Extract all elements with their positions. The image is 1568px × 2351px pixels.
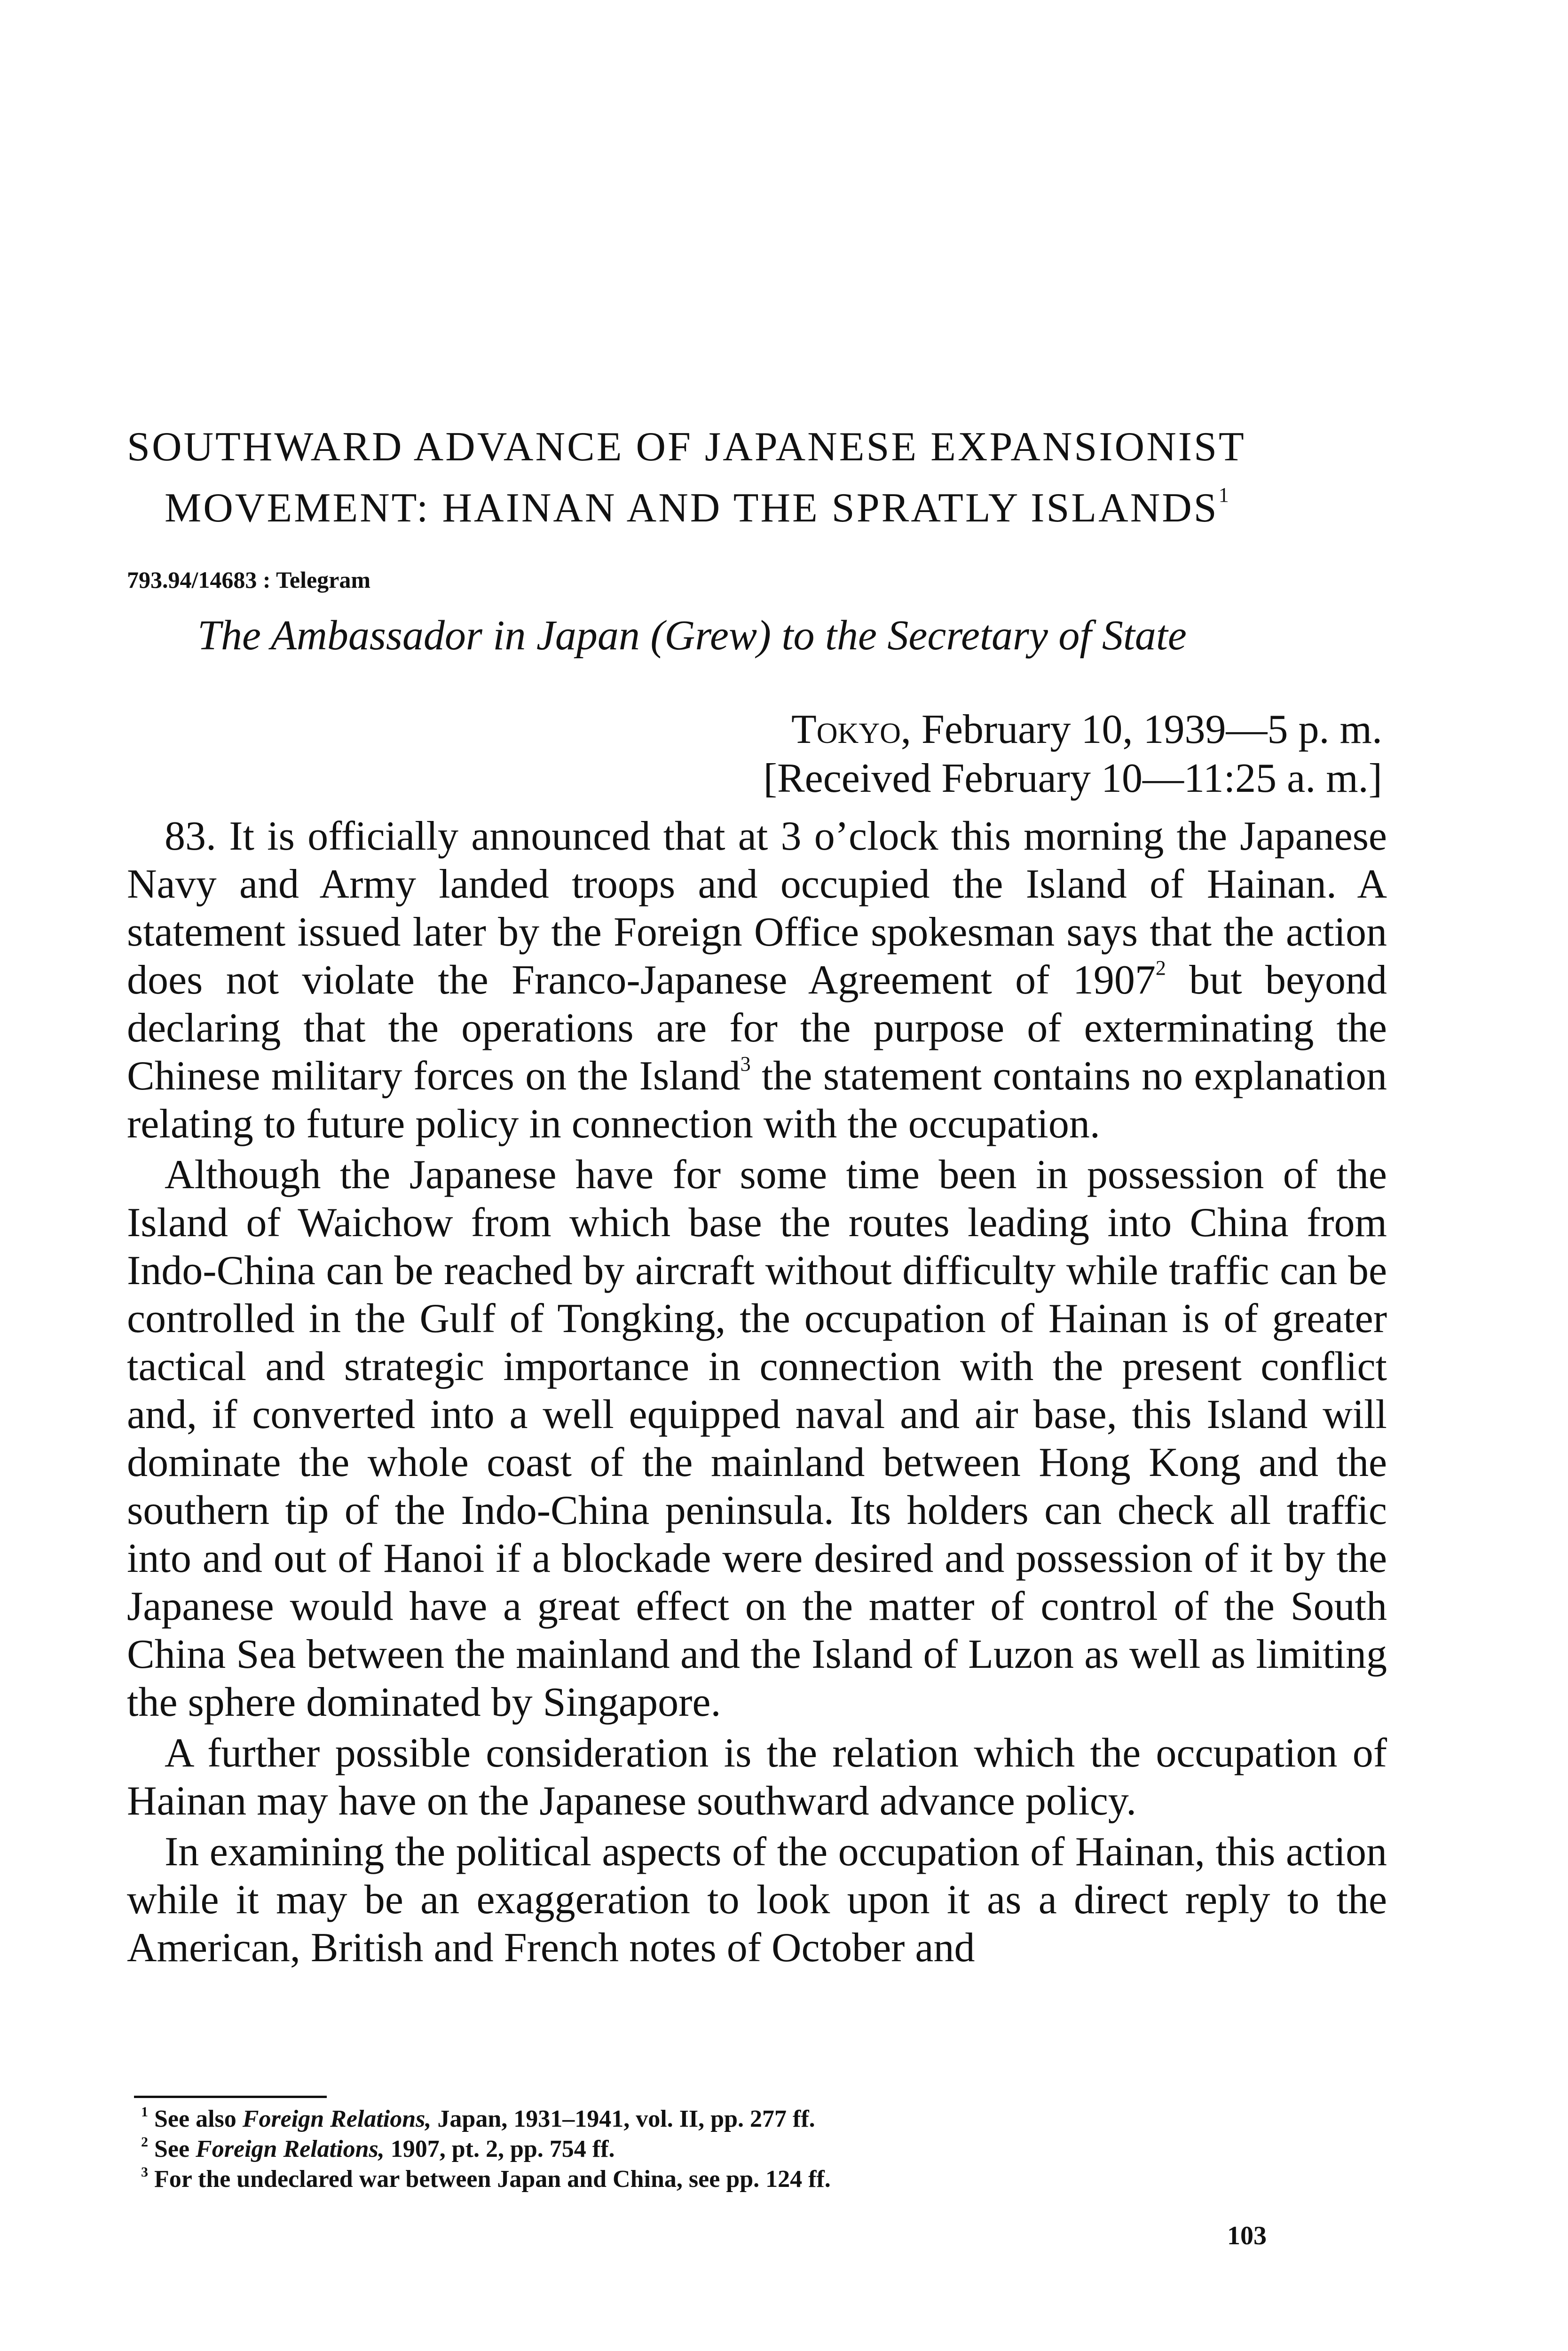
footnote-1-pre: See also xyxy=(154,2106,243,2132)
dateline-sent xyxy=(724,705,1382,754)
footnote-2-mark: 2 xyxy=(141,2134,148,2150)
paragraph-1 xyxy=(127,813,1387,1148)
footnote-3-mark: 3 xyxy=(141,2164,148,2180)
title-footnote-ref: 1 xyxy=(1218,483,1231,506)
title-line-1: SOUTHWARD ADVANCE OF JAPANESE EXPANSIONIST xyxy=(127,424,1246,470)
page-title xyxy=(127,423,1396,532)
dateline xyxy=(724,705,1382,803)
footnote-1 xyxy=(141,2104,1363,2134)
footnote-1-italic: Foreign Relations, xyxy=(242,2106,432,2132)
paragraph-3: A further possible consideration is the relation which the occupation of Hainan may have on the Japanese southward advance policy. xyxy=(127,1730,1387,1824)
footnotes xyxy=(141,2104,1363,2194)
document-heading: The Ambassador in Japan (Grew) to the Secretary of State xyxy=(197,612,1187,659)
page-number: 103 xyxy=(1227,2221,1267,2250)
footnote-1-mark: 1 xyxy=(141,2104,148,2120)
paragraph-1-part-c: the statement contains no explanation relating to future policy in connection with the occupation. xyxy=(127,1053,1387,1147)
title-line-2-text: MOVEMENT: HAINAN AND THE SPRATLY ISLANDS xyxy=(165,485,1219,531)
paragraph-4: In examining the political aspects of the occupation of Hainan, this action while it may be an exaggeration to look upon it as a direct reply to the American, British and French notes of October and xyxy=(127,1829,1387,1971)
footnote-3-pre: For the undeclared war between Japan and China, see pp. 124 ff. xyxy=(154,2166,831,2193)
footnote-ref-3: 3 xyxy=(740,1052,751,1075)
footnote-divider xyxy=(134,2096,327,2098)
title-line-2 xyxy=(127,471,1396,532)
paragraph-1-part-a: 83. It is officially announced that at 3 o’clock this morning the Japanese Navy and Army landed troops and occupied the Island of Hainan. A statement issued later by the Foreign Office spokesman says that the action does not violate the Franco-Japanese Agreement of 1907 xyxy=(127,813,1387,1003)
footnote-3 xyxy=(141,2164,1363,2194)
footnote-1-post: Japan, 1931–1941, vol. II, pp. 277 ff. xyxy=(431,2106,815,2132)
footnote-2-pre: See xyxy=(154,2136,196,2162)
document-body xyxy=(127,813,1387,1975)
paragraph-2: Although the Japanese have for some time been in possession of the Island of Waichow from which base the routes leading into China from Indo-China can be reached by aircraft without difficulty while traffic can be controlled in the Gulf of Tongking, the occupation of Hainan is of greater tactical and strategic importance in connection with the present conflict and, if converted into a well equipped naval and air base, this Island will dominate the whole coast of the mainland between Hong Kong and the southern tip of the Indo-China peninsula. Its holders can check all traffic into and out of Hanoi if a blockade were desired and possession of it by the Japanese would have a great effect on the matter of control of the South China Sea between the mainland and the Island of Luzon as well as limiting the sphere dominated by Singapore. xyxy=(127,1152,1387,1725)
footnote-2-italic: Foreign Relations, xyxy=(196,2136,385,2162)
footnote-2-post: 1907, pt. 2, pp. 754 ff. xyxy=(384,2136,615,2162)
paragraph-1-part-b: but beyond declaring that the operations are for the purpose of exterminating the Chinese military forces on the Island xyxy=(127,957,1387,1099)
footnote-2 xyxy=(141,2134,1363,2164)
dateline-city: Tokyo xyxy=(791,707,901,752)
file-id: 793.94/14683 : Telegram xyxy=(127,567,371,593)
footnote-ref-2: 2 xyxy=(1155,956,1166,979)
dateline-received: [Received February 10—11:25 a. m.] xyxy=(763,756,1382,801)
dateline-date: , February 10, 1939—5 p. m. xyxy=(900,707,1382,752)
